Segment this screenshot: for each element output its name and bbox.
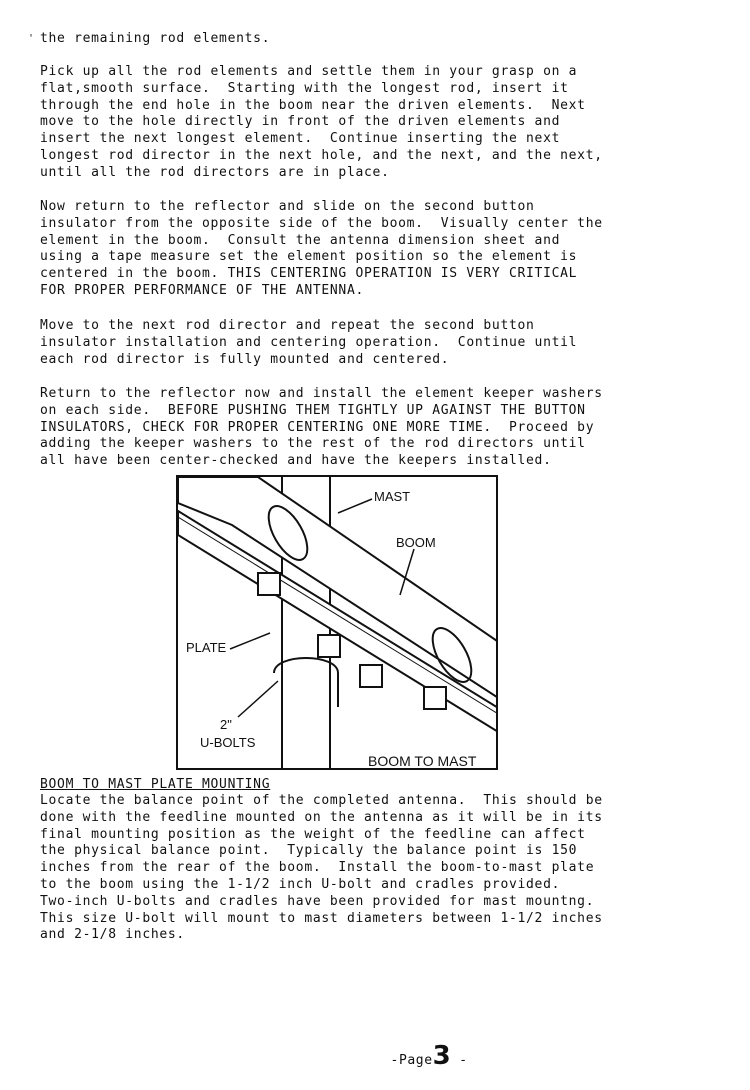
paragraph-next-director: Move to the next rod director and repeat the second button insulator installation and centering operation. Continue until each rod director is fully mounted and centered. bbox=[40, 318, 578, 367]
page-suffix: - bbox=[450, 1053, 468, 1068]
paragraph-keeper-washers: Return to the reflector now and install the element keeper washers on each side. BEFORE PUSHING THEM TIGHTLY UP AGAINST THE BUTTON INSULATORS, CHECK FOR PROPER CENTERING ONE MORE TIME. Proceed by adding the keeper washers to the rest of the rod directors until all have been center-checked and have the keepers installed. bbox=[40, 386, 603, 469]
ubolts-size-label: 2" bbox=[220, 717, 232, 732]
section-heading: BOOM TO MAST PLATE MOUNTING bbox=[40, 777, 271, 792]
margin-mark: ' bbox=[28, 33, 35, 44]
paragraph-remaining-rods: the remaining rod elements. bbox=[40, 31, 271, 46]
page-number-digit: 3 bbox=[432, 1041, 451, 1071]
nut-2 bbox=[318, 635, 340, 657]
ubolt-leader bbox=[238, 681, 278, 717]
figure-caption: BOOM TO MAST bbox=[368, 753, 477, 769]
boom-to-mast-figure bbox=[176, 475, 498, 770]
mast-label: MAST bbox=[374, 489, 411, 504]
boom-shape bbox=[178, 477, 498, 699]
mast-ubolt bbox=[274, 658, 338, 707]
mast-leader bbox=[338, 499, 372, 513]
nut-1 bbox=[258, 573, 280, 595]
plate-leader bbox=[230, 633, 270, 649]
paragraph-centering: Now return to the reflector and slide on the second button insulator from the opposite side of the boom. Visually center the element in the boom. Consult the antenna dimension sheet and using a tape measure set the element position so the element is centered in the boom. THIS CENTERING OPERATION IS VERY CRITICAL FOR PROPER PERFORMANCE OF THE ANTENNA. bbox=[40, 199, 603, 298]
paragraph-insert-rods: Pick up all the rod elements and settle them in your grasp on a flat,smooth surface. Starting with the longest rod, insert it through the end hole in the boom near the driven elements. Next move to the hole directly in front of the driven elements and insert the next longest element. Continue inserting the next longest rod director in the next hole, and the next, and the next, until all the rod directors are in place. bbox=[40, 64, 603, 180]
page-prefix: -Page bbox=[390, 1053, 433, 1068]
paragraph-balance-point: Locate the balance point of the completed antenna. This should be done with the feedline mounted on the antenna as it will be in its final mounting position as the weight of the feedline can affect the physical balance point. Typically the balance point is 150 inches from the rear of the boom. Install the boom-to-mast plate to the boom using the 1-1/2 inch U-bolt and cradles provided. Two-inch U-bolts and cradles have been provided for mast mountng. This size U-bolt will mount to mast diameters between 1-1/2 inches and 2-1/8 inches. bbox=[40, 793, 603, 943]
nut-4 bbox=[424, 687, 446, 709]
nut-3 bbox=[360, 665, 382, 687]
boom-label: BOOM bbox=[396, 535, 436, 550]
ubolts-label: U-BOLTS bbox=[200, 735, 256, 750]
plate-label: PLATE bbox=[186, 640, 227, 655]
